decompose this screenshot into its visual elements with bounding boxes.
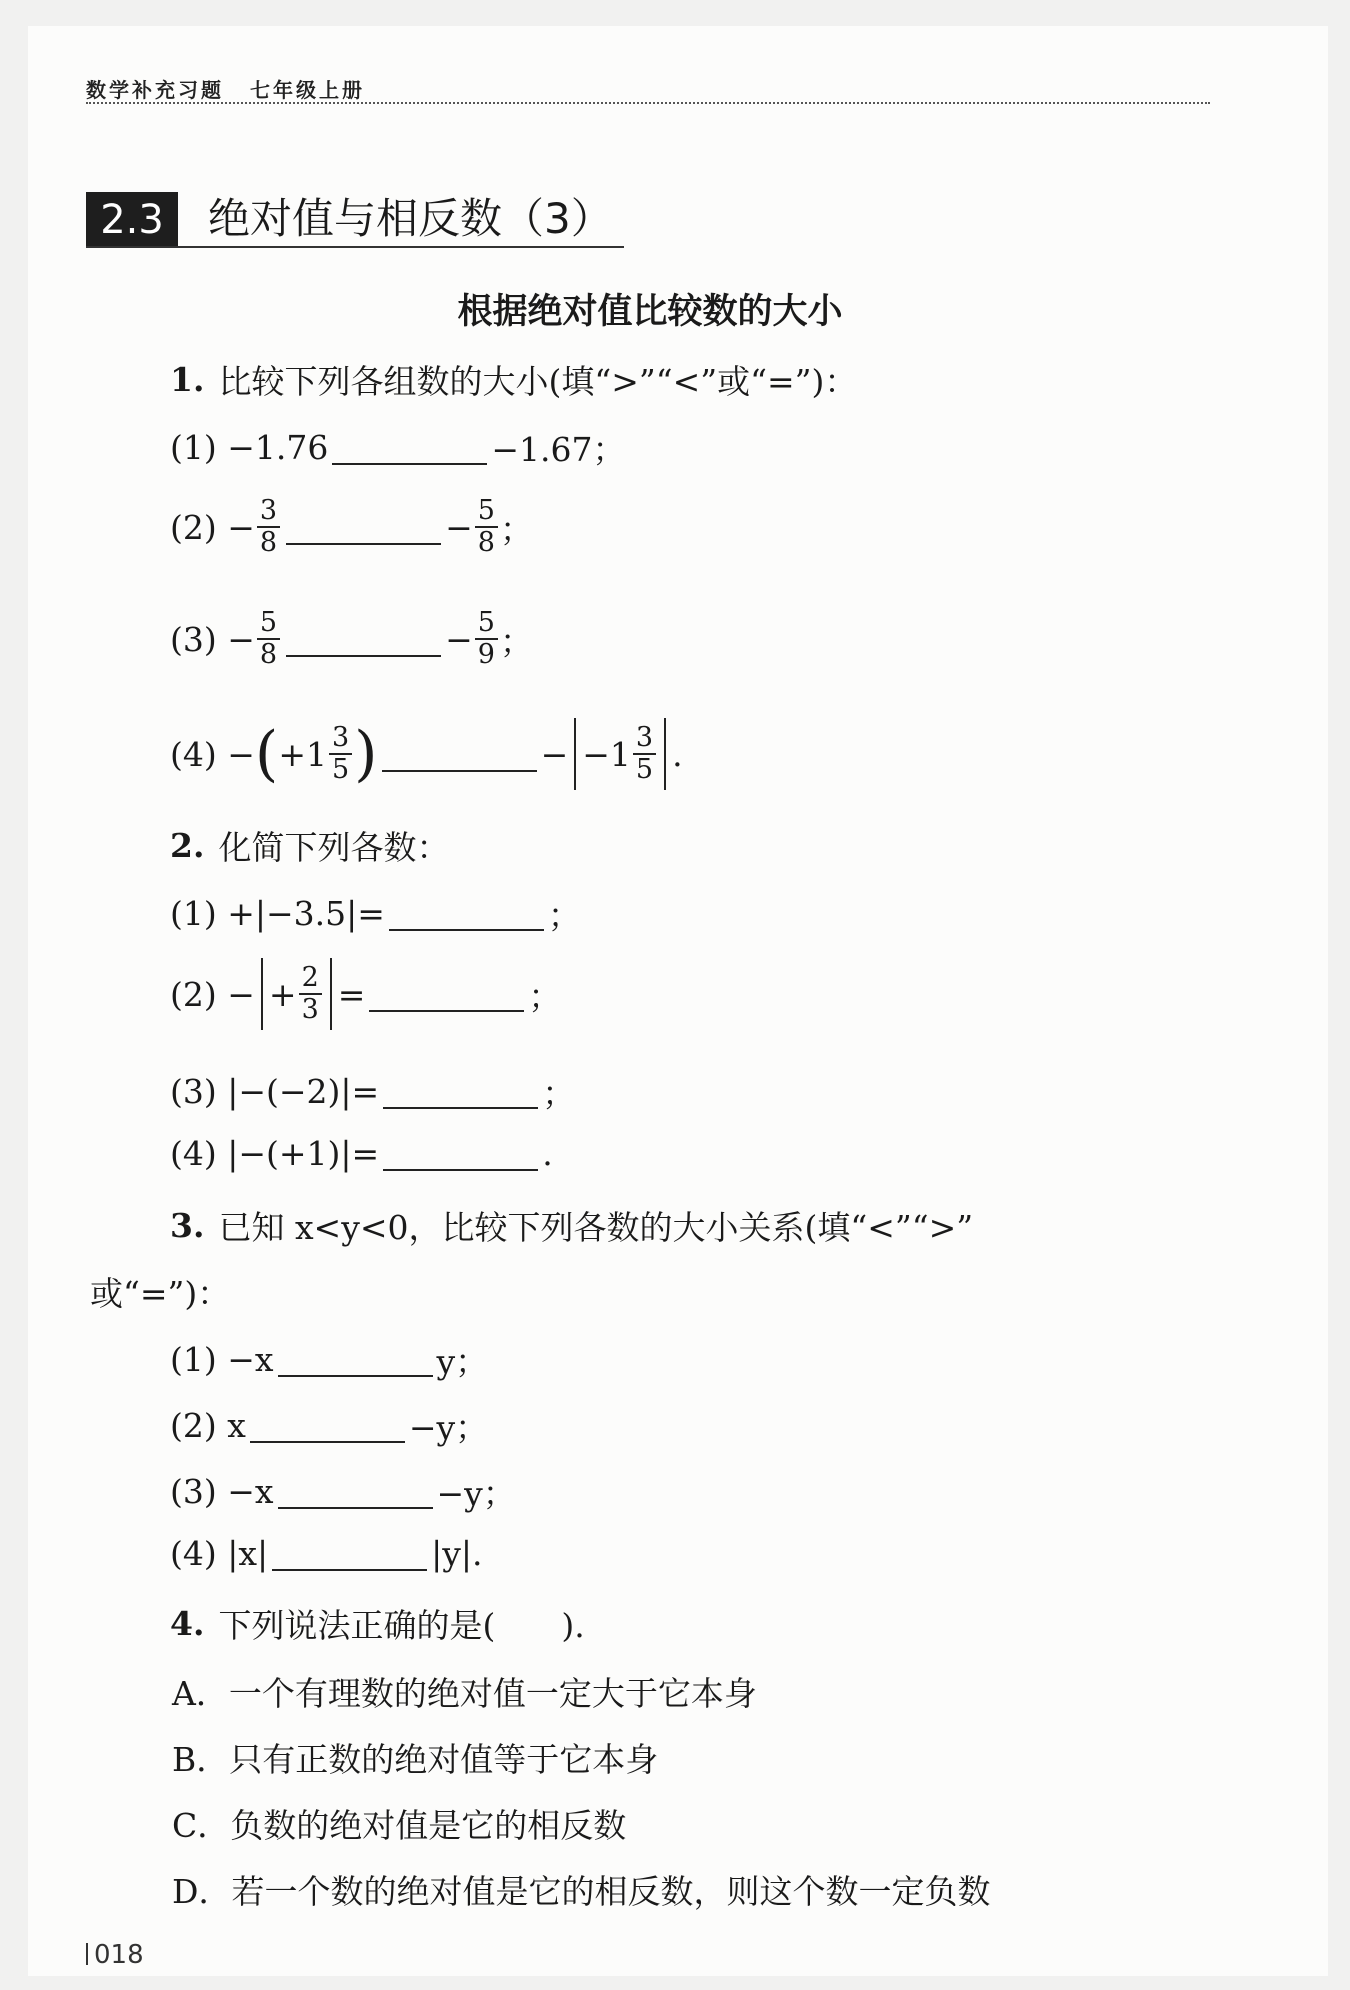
- fraction: [257, 608, 280, 670]
- q1-text: 比较下列各组数的大小(填“>”“<”或“=”)：: [218, 362, 858, 401]
- abs-bar: [330, 958, 332, 1030]
- part-label: (1): [170, 894, 217, 933]
- expr-left: |x|: [227, 1534, 269, 1573]
- fraction: [299, 963, 322, 1025]
- numerator: 5: [257, 608, 280, 640]
- q2-part3: [170, 1068, 575, 1115]
- q4-option-a[interactable]: [172, 1668, 757, 1715]
- abs-bar: [664, 718, 666, 790]
- q2-part2: [170, 958, 561, 1030]
- part-label: (3): [170, 1072, 217, 1111]
- part-label: (1): [170, 1340, 217, 1379]
- option-text: C．负数的绝对值是它的相反数: [172, 1806, 627, 1845]
- expr-right: y；: [436, 1342, 489, 1381]
- q3-text: 已知 x<y<0，比较下列各数的大小关系(填“<”“>”: [218, 1208, 974, 1247]
- part-label: (4): [170, 1134, 217, 1173]
- part-label: (2): [170, 1406, 217, 1445]
- q1-stem: [170, 356, 857, 403]
- minus-sign: −: [227, 619, 255, 659]
- fraction: [329, 723, 352, 785]
- open-paren: (: [254, 719, 279, 789]
- q3-part2: [170, 1402, 488, 1449]
- punctuation: .: [672, 734, 683, 774]
- answer-blank[interactable]: [278, 1342, 433, 1377]
- expr-right: −1.67；: [491, 430, 626, 469]
- fraction: [633, 723, 656, 785]
- q2-number: 2.: [170, 826, 205, 865]
- expr-right: −y；: [436, 1474, 516, 1513]
- answer-blank[interactable]: [383, 1074, 538, 1109]
- q3-stem: [170, 1202, 973, 1249]
- part-label: (1): [170, 428, 217, 467]
- expression: |−(+1)|=: [227, 1134, 380, 1173]
- punctuation: ；: [528, 976, 562, 1016]
- section-underline: [86, 246, 624, 248]
- equals-sign: =: [337, 974, 366, 1014]
- fraction: [475, 608, 498, 670]
- mixed-whole: −1: [582, 734, 631, 774]
- numerator: 3: [633, 723, 656, 755]
- expr-left: −x: [227, 1472, 274, 1511]
- q1-part2: [170, 496, 533, 558]
- q1-number: 1.: [170, 360, 205, 399]
- part-label: (2): [170, 974, 217, 1014]
- option-text: D．若一个数的绝对值是它的相反数，则这个数一定负数: [172, 1872, 991, 1911]
- option-text: A．一个有理数的绝对值一定大于它本身: [172, 1674, 757, 1713]
- section-number: 2.3: [86, 192, 178, 248]
- q4-text: 下列说法正确的是( ).: [218, 1606, 585, 1645]
- q1-part1: [170, 424, 626, 471]
- numerator: 5: [475, 608, 498, 640]
- denominator: 8: [477, 527, 495, 558]
- q4-option-c[interactable]: [172, 1800, 626, 1847]
- answer-blank[interactable]: [389, 896, 544, 931]
- minus-sign: −: [540, 734, 569, 774]
- numerator: 2: [299, 963, 322, 995]
- numerator: 3: [329, 723, 352, 755]
- fraction: [257, 496, 280, 558]
- q3-stem-continued: [90, 1268, 230, 1315]
- numerator: 5: [475, 496, 498, 528]
- running-header: [86, 74, 391, 103]
- part-label: (4): [170, 1534, 217, 1573]
- grade-label: 七年级上册: [250, 78, 365, 102]
- denominator: 8: [259, 639, 278, 670]
- answer-blank[interactable]: [278, 1474, 433, 1509]
- answer-blank[interactable]: [286, 622, 441, 657]
- page-number: 018: [86, 1940, 144, 1970]
- q3-text-2: 或“=”)：: [90, 1274, 231, 1313]
- minus-sign: −: [227, 974, 255, 1014]
- q3-part4: [170, 1534, 482, 1573]
- minus-sign: −: [227, 734, 255, 774]
- mixed-whole: +1: [278, 734, 327, 774]
- subheading: 根据绝对值比较数的大小: [457, 292, 843, 332]
- answer-blank[interactable]: [369, 977, 524, 1012]
- minus-sign: −: [445, 619, 473, 659]
- punctuation: ；: [499, 621, 533, 661]
- answer-blank[interactable]: [286, 510, 441, 545]
- q4-number: 4.: [170, 1604, 205, 1643]
- denominator: 3: [301, 994, 319, 1025]
- expr-right: −y；: [408, 1408, 489, 1447]
- close-paren: ): [354, 719, 378, 789]
- abs-bar: [261, 958, 263, 1030]
- q2-stem: [170, 822, 449, 869]
- expr-left: x: [227, 1406, 246, 1445]
- part-label: (4): [170, 734, 217, 774]
- denominator: 9: [477, 639, 495, 670]
- punctuation: .: [542, 1134, 553, 1173]
- numerator: 3: [257, 496, 280, 528]
- answer-blank[interactable]: [383, 1136, 538, 1171]
- section-title: 绝对值与相反数（3）: [208, 194, 613, 243]
- denominator: 8: [259, 527, 278, 558]
- answer-blank[interactable]: [382, 737, 537, 772]
- expression: +|−3.5|=: [227, 894, 385, 933]
- part-label: (3): [170, 1472, 217, 1511]
- expr-left: −1.76: [227, 428, 329, 467]
- option-text: B．只有正数的绝对值等于它本身: [172, 1740, 659, 1779]
- minus-sign: −: [445, 507, 473, 547]
- punctuation: ；: [547, 896, 581, 935]
- answer-blank[interactable]: [332, 430, 487, 465]
- book-title: 数学补充习题: [86, 78, 224, 102]
- expr-left: −x: [227, 1340, 274, 1379]
- q2-part4: [170, 1134, 553, 1173]
- punctuation: ；: [542, 1074, 576, 1113]
- q3-part3: [170, 1468, 516, 1515]
- minus-sign: −: [227, 507, 255, 547]
- q3-part1: [170, 1336, 488, 1383]
- q2-text: 化简下列各数：: [218, 828, 450, 867]
- answer-blank[interactable]: [272, 1536, 427, 1571]
- expression: |−(−2)|=: [227, 1072, 380, 1111]
- abs-bar: [574, 718, 576, 790]
- answer-blank[interactable]: [250, 1408, 405, 1443]
- q1-part3: [170, 608, 533, 670]
- plus-sign: +: [268, 974, 297, 1014]
- fraction: [475, 496, 498, 558]
- denominator: 5: [331, 754, 350, 785]
- q4-stem: [170, 1600, 585, 1647]
- q2-part1: [170, 890, 581, 937]
- header-divider: [86, 102, 1210, 104]
- q3-number: 3.: [170, 1206, 205, 1245]
- expr-right: |y|.: [431, 1534, 483, 1573]
- q1-part4: [170, 718, 683, 790]
- part-label: (2): [170, 507, 217, 547]
- punctuation: ；: [499, 509, 533, 549]
- part-label: (3): [170, 619, 217, 659]
- denominator: 5: [635, 754, 654, 785]
- q4-option-b[interactable]: [172, 1734, 658, 1781]
- q4-option-d[interactable]: [172, 1866, 990, 1913]
